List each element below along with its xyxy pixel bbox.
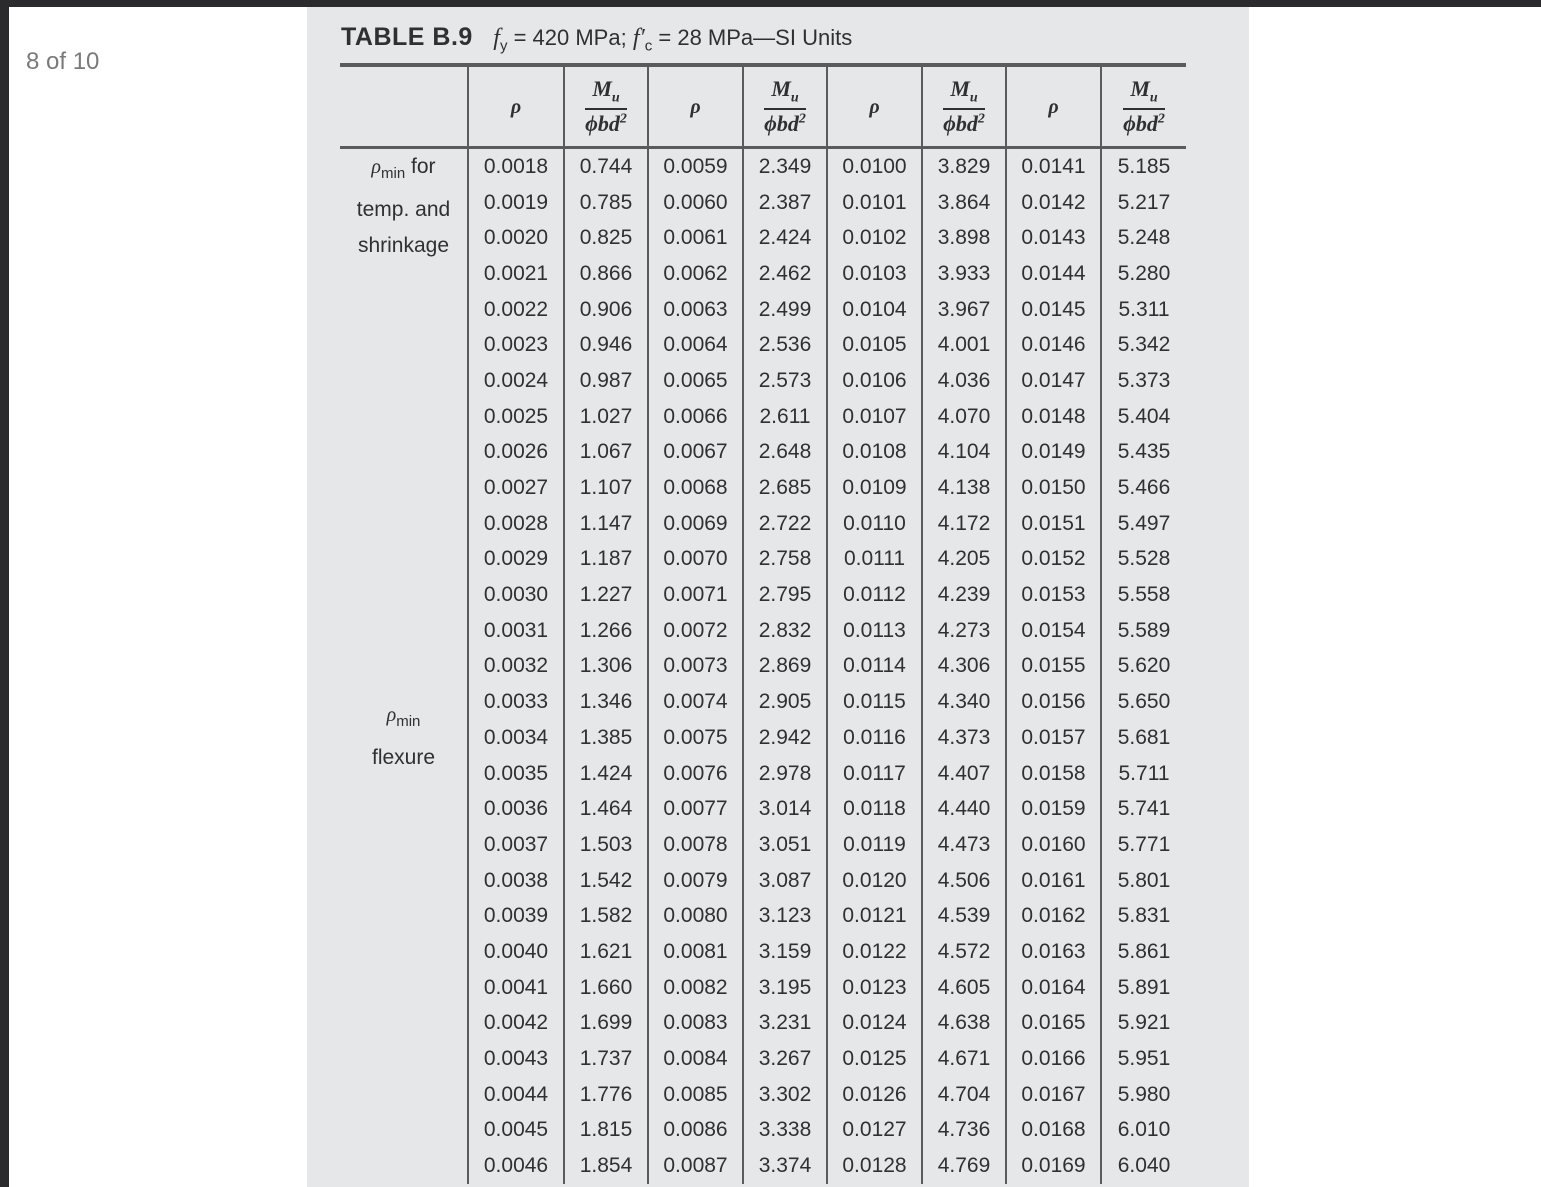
- mu-cell: 5.466: [1101, 470, 1186, 506]
- rho-cell: 0.0146: [1006, 327, 1101, 363]
- rho-cell: 0.0148: [1006, 399, 1101, 435]
- mu-cell: 5.921: [1101, 1006, 1186, 1042]
- rho-cell: 0.0117: [827, 756, 922, 792]
- rho-cell: 0.0068: [648, 470, 743, 506]
- mu-cell: 1.464: [564, 791, 648, 827]
- mu-cell: 1.067: [564, 435, 648, 471]
- rho-cell: 0.0111: [827, 542, 922, 578]
- rho-cell: 0.0150: [1006, 470, 1101, 506]
- mu-cell: 2.349: [743, 148, 827, 185]
- mu-cell: 2.499: [743, 292, 827, 328]
- rho-cell: 0.0122: [827, 934, 922, 970]
- rho-cell: 0.0075: [648, 720, 743, 756]
- rho-cell: 0.0085: [648, 1077, 743, 1113]
- rho-cell: 0.0144: [1006, 256, 1101, 292]
- mu-cell: 4.671: [922, 1041, 1006, 1077]
- rho-cell: 0.0081: [648, 934, 743, 970]
- window-top-bar: [0, 0, 1541, 7]
- rho-cell: 0.0030: [468, 577, 564, 613]
- rho-cell: 0.0036: [468, 791, 564, 827]
- rho-cell: 0.0063: [648, 292, 743, 328]
- mu-cell: 5.558: [1101, 577, 1186, 613]
- mu-cell: 0.946: [564, 327, 648, 363]
- mu-cell: 5.217: [1101, 185, 1186, 221]
- reinforcement-ratio-table: [340, 67, 1186, 1184]
- rho-cell: 0.0067: [648, 435, 743, 471]
- mu-cell: 5.951: [1101, 1041, 1186, 1077]
- mu-cell: 4.239: [922, 577, 1006, 613]
- mu-cell: 5.589: [1101, 613, 1186, 649]
- rho-cell: 0.0031: [468, 613, 564, 649]
- rho-cell: 0.0034: [468, 720, 564, 756]
- mu-cell: 0.785: [564, 185, 648, 221]
- mu-cell: 3.933: [922, 256, 1006, 292]
- mu-cell: 3.338: [743, 1113, 827, 1149]
- mu-cell: 2.978: [743, 756, 827, 792]
- mu-cell: 4.440: [922, 791, 1006, 827]
- mu-cell: 4.473: [922, 827, 1006, 863]
- mu-cell: 3.864: [922, 185, 1006, 221]
- rho-cell: 0.0027: [468, 470, 564, 506]
- rho-cell: 0.0101: [827, 185, 922, 221]
- mu-cell: 4.138: [922, 470, 1006, 506]
- rho-cell: 0.0037: [468, 827, 564, 863]
- temp-shrinkage-label: $\rho_{min}$ for: [371, 155, 436, 182]
- rho-cell: 0.0116: [827, 720, 922, 756]
- mu-cell: 1.542: [564, 863, 648, 899]
- row-label-column: [340, 148, 468, 1184]
- rho-cell: 0.0022: [468, 292, 564, 328]
- rho-cell: 0.0151: [1006, 506, 1101, 542]
- mu-cell: 3.829: [922, 148, 1006, 185]
- temp-label: temp. and: [356, 198, 451, 221]
- rho-cell: 0.0153: [1006, 577, 1101, 613]
- mu-cell: 3.898: [922, 220, 1006, 256]
- rho-cell: 0.0107: [827, 399, 922, 435]
- rho-cell: 0.0078: [648, 827, 743, 863]
- rho-cell: 0.0113: [827, 613, 922, 649]
- mu-cell: 1.621: [564, 934, 648, 970]
- mu-cell: 4.506: [922, 863, 1006, 899]
- mu-cell: 4.172: [922, 506, 1006, 542]
- mu-cell: 5.801: [1101, 863, 1186, 899]
- rho-cell: 0.0108: [827, 435, 922, 471]
- mu-cell: 1.699: [564, 1006, 648, 1042]
- rho-cell: 0.0029: [468, 542, 564, 578]
- table-row: [340, 148, 1186, 185]
- mu-cell: 5.861: [1101, 934, 1186, 970]
- mu-cell: 0.987: [564, 363, 648, 399]
- mu-cell: 4.638: [922, 1006, 1006, 1042]
- document-page: [307, 7, 1249, 1187]
- mu-cell: 5.681: [1101, 720, 1186, 756]
- mu-cell: 4.736: [922, 1113, 1006, 1149]
- fy-sub: y: [499, 37, 508, 55]
- column-header-rho: ρ: [827, 67, 922, 148]
- mu-cell: 1.187: [564, 542, 648, 578]
- rho-cell: 0.0124: [827, 1006, 922, 1042]
- rho-cell: 0.0123: [827, 970, 922, 1006]
- rho-cell: 0.0167: [1006, 1077, 1101, 1113]
- rho-cell: 0.0044: [468, 1077, 564, 1113]
- fc-sub: c: [644, 37, 653, 55]
- mu-cell: 4.605: [922, 970, 1006, 1006]
- mu-cell: 5.771: [1101, 827, 1186, 863]
- mu-cell: 3.231: [743, 1006, 827, 1042]
- mu-cell: 2.722: [743, 506, 827, 542]
- rho-cell: 0.0045: [468, 1113, 564, 1149]
- mu-cell: 5.891: [1101, 970, 1186, 1006]
- mu-cell: 3.374: [743, 1148, 827, 1184]
- mu-cell: 1.582: [564, 898, 648, 934]
- mu-cell: 5.435: [1101, 435, 1186, 471]
- mu-cell: 1.266: [564, 613, 648, 649]
- mu-cell: 2.648: [743, 435, 827, 471]
- rho-cell: 0.0115: [827, 684, 922, 720]
- mu-cell: 4.704: [922, 1077, 1006, 1113]
- rho-cell: 0.0163: [1006, 934, 1101, 970]
- rho-cell: 0.0169: [1006, 1148, 1101, 1184]
- mu-cell: 1.227: [564, 577, 648, 613]
- mu-cell: 1.660: [564, 970, 648, 1006]
- rho-cell: 0.0104: [827, 292, 922, 328]
- rho-cell: 0.0060: [648, 185, 743, 221]
- mu-cell: 4.001: [922, 327, 1006, 363]
- mu-cell: 2.424: [743, 220, 827, 256]
- mu-cell: 5.980: [1101, 1077, 1186, 1113]
- rho-cell: 0.0046: [468, 1148, 564, 1184]
- rho-cell: 0.0118: [827, 791, 922, 827]
- mu-cell: 2.905: [743, 684, 827, 720]
- rho-cell: 0.0070: [648, 542, 743, 578]
- rho-cell: 0.0106: [827, 363, 922, 399]
- mu-cell: 2.832: [743, 613, 827, 649]
- rho-cell: 0.0168: [1006, 1113, 1101, 1149]
- rho-cell: 0.0119: [827, 827, 922, 863]
- mu-cell: 5.620: [1101, 649, 1186, 685]
- mu-cell: 1.385: [564, 720, 648, 756]
- rho-cell: 0.0126: [827, 1077, 922, 1113]
- mu-cell: 1.815: [564, 1113, 648, 1149]
- rho-cell: 0.0041: [468, 970, 564, 1006]
- mu-cell: 5.497: [1101, 506, 1186, 542]
- rho-cell: 0.0102: [827, 220, 922, 256]
- rho-cell: 0.0043: [468, 1041, 564, 1077]
- mu-cell: 2.536: [743, 327, 827, 363]
- mu-cell: 2.942: [743, 720, 827, 756]
- rho-cell: 0.0066: [648, 399, 743, 435]
- header-row: [340, 67, 1186, 148]
- mu-cell: 5.831: [1101, 898, 1186, 934]
- rho-cell: 0.0141: [1006, 148, 1101, 185]
- mu-cell: 1.854: [564, 1148, 648, 1184]
- rho-cell: 0.0023: [468, 327, 564, 363]
- mu-cell: 4.539: [922, 898, 1006, 934]
- rho-cell: 0.0019: [468, 185, 564, 221]
- rho-cell: 0.0114: [827, 649, 922, 685]
- shrinkage-label: shrinkage: [357, 234, 450, 257]
- rho-cell: 0.0159: [1006, 791, 1101, 827]
- rho-cell: 0.0142: [1006, 185, 1101, 221]
- mu-cell: 5.185: [1101, 148, 1186, 185]
- rho-cell: 0.0071: [648, 577, 743, 613]
- rho-cell: 0.0082: [648, 970, 743, 1006]
- mu-cell: 6.010: [1101, 1113, 1186, 1149]
- mu-cell: 4.273: [922, 613, 1006, 649]
- column-header-rho: ρ: [1006, 67, 1101, 148]
- rho-cell: 0.0042: [468, 1006, 564, 1042]
- mu-cell: 2.573: [743, 363, 827, 399]
- page-counter: 8 of 10: [9, 43, 109, 81]
- mu-cell: 4.306: [922, 649, 1006, 685]
- rho-cell: 0.0039: [468, 898, 564, 934]
- rho-cell: 0.0165: [1006, 1006, 1101, 1042]
- mu-cell: 5.711: [1101, 756, 1186, 792]
- mu-cell: 1.737: [564, 1041, 648, 1077]
- column-header-mu-over-phibd2: $\frac{M_u}{\phi bd^2}$: [922, 67, 1006, 148]
- mu-cell: 2.869: [743, 649, 827, 685]
- mu-cell: 5.373: [1101, 363, 1186, 399]
- rho-cell: 0.0077: [648, 791, 743, 827]
- rho-cell: 0.0040: [468, 934, 564, 970]
- rho-cell: 0.0076: [648, 756, 743, 792]
- mu-cell: 5.342: [1101, 327, 1186, 363]
- rho-cell: 0.0084: [648, 1041, 743, 1077]
- mu-cell: 5.650: [1101, 684, 1186, 720]
- rho-cell: 0.0021: [468, 256, 564, 292]
- mu-cell: 2.462: [743, 256, 827, 292]
- rho-cell: 0.0032: [468, 649, 564, 685]
- mu-cell: 5.280: [1101, 256, 1186, 292]
- mu-cell: 5.404: [1101, 399, 1186, 435]
- rho-cell: 0.0109: [827, 470, 922, 506]
- fc-value: = 28 MPa—SI Units: [658, 25, 853, 50]
- rho-cell: 0.0157: [1006, 720, 1101, 756]
- table-subtitle: [493, 25, 853, 55]
- mu-cell: 4.036: [922, 363, 1006, 399]
- mu-cell: 4.104: [922, 435, 1006, 471]
- rho-cell: 0.0024: [468, 363, 564, 399]
- rho-cell: 0.0059: [648, 148, 743, 185]
- mu-cell: 5.741: [1101, 791, 1186, 827]
- mu-cell: 1.424: [564, 756, 648, 792]
- fy-value: = 420 MPa;: [513, 25, 627, 50]
- mu-cell: 0.744: [564, 148, 648, 185]
- rho-cell: 0.0121: [827, 898, 922, 934]
- mu-cell: 2.685: [743, 470, 827, 506]
- mu-cell: 1.147: [564, 506, 648, 542]
- rho-cell: 0.0145: [1006, 292, 1101, 328]
- mu-cell: 5.528: [1101, 542, 1186, 578]
- mu-cell: 3.014: [743, 791, 827, 827]
- fc-symbol: f′: [632, 25, 645, 51]
- rho-cell: 0.0064: [648, 327, 743, 363]
- mu-cell: 1.776: [564, 1077, 648, 1113]
- rho-cell: 0.0072: [648, 613, 743, 649]
- table-label: TABLE B.9: [341, 23, 473, 51]
- table-body: [340, 148, 1186, 1184]
- mu-cell: 4.205: [922, 542, 1006, 578]
- mu-cell: 2.387: [743, 185, 827, 221]
- flexure-min-label: $\rho_{min}$: [386, 704, 421, 730]
- column-header-mu-over-phibd2: $\frac{M_u}{\phi bd^2}$: [564, 67, 648, 148]
- fy-symbol: f: [493, 25, 500, 51]
- rho-cell: 0.0112: [827, 577, 922, 613]
- rho-cell: 0.0125: [827, 1041, 922, 1077]
- rho-cell: 0.0080: [648, 898, 743, 934]
- mu-cell: 0.825: [564, 220, 648, 256]
- mu-cell: 3.267: [743, 1041, 827, 1077]
- mu-cell: 4.070: [922, 399, 1006, 435]
- mu-cell: 1.107: [564, 470, 648, 506]
- rho-cell: 0.0120: [827, 863, 922, 899]
- mu-cell: 2.611: [743, 399, 827, 435]
- mu-cell: 6.040: [1101, 1148, 1186, 1184]
- mu-cell: 2.758: [743, 542, 827, 578]
- mu-cell: 4.407: [922, 756, 1006, 792]
- column-header-mu-over-phibd2: $\frac{M_u}{\phi bd^2}$: [743, 67, 827, 148]
- mu-cell: 1.027: [564, 399, 648, 435]
- mu-cell: 4.373: [922, 720, 1006, 756]
- rho-cell: 0.0166: [1006, 1041, 1101, 1077]
- rho-cell: 0.0087: [648, 1148, 743, 1184]
- mu-cell: 5.311: [1101, 292, 1186, 328]
- rho-cell: 0.0069: [648, 506, 743, 542]
- mu-cell: 0.866: [564, 256, 648, 292]
- mu-cell: 3.087: [743, 863, 827, 899]
- rho-cell: 0.0033: [468, 684, 564, 720]
- mu-cell: 4.769: [922, 1148, 1006, 1184]
- rho-cell: 0.0149: [1006, 435, 1101, 471]
- rho-cell: 0.0062: [648, 256, 743, 292]
- rho-cell: 0.0100: [827, 148, 922, 185]
- rho-cell: 0.0025: [468, 399, 564, 435]
- flexure-label: flexure: [371, 746, 436, 769]
- rho-cell: 0.0079: [648, 863, 743, 899]
- header-blank: [340, 67, 468, 148]
- rho-cell: 0.0105: [827, 327, 922, 363]
- rho-cell: 0.0065: [648, 363, 743, 399]
- column-header-mu-over-phibd2: $\frac{M_u}{\phi bd^2}$: [1101, 67, 1186, 148]
- mu-cell: 0.906: [564, 292, 648, 328]
- rho-cell: 0.0110: [827, 506, 922, 542]
- rho-cell: 0.0028: [468, 506, 564, 542]
- rho-cell: 0.0162: [1006, 898, 1101, 934]
- rho-cell: 0.0156: [1006, 684, 1101, 720]
- rho-cell: 0.0061: [648, 220, 743, 256]
- column-header-rho: ρ: [648, 67, 743, 148]
- rho-cell: 0.0086: [648, 1113, 743, 1149]
- rho-cell: 0.0160: [1006, 827, 1101, 863]
- mu-cell: 3.302: [743, 1077, 827, 1113]
- mu-cell: 4.340: [922, 684, 1006, 720]
- rho-cell: 0.0127: [827, 1113, 922, 1149]
- rho-cell: 0.0038: [468, 863, 564, 899]
- rho-cell: 0.0152: [1006, 542, 1101, 578]
- rho-cell: 0.0143: [1006, 220, 1101, 256]
- table-title: [341, 17, 852, 57]
- mu-cell: 1.503: [564, 827, 648, 863]
- rho-cell: 0.0158: [1006, 756, 1101, 792]
- rho-cell: 0.0035: [468, 756, 564, 792]
- rho-cell: 0.0155: [1006, 649, 1101, 685]
- mu-cell: 5.248: [1101, 220, 1186, 256]
- rho-cell: 0.0073: [648, 649, 743, 685]
- column-header-rho: ρ: [468, 67, 564, 148]
- rho-cell: 0.0161: [1006, 863, 1101, 899]
- rho-cell: 0.0128: [827, 1148, 922, 1184]
- mu-cell: 3.123: [743, 898, 827, 934]
- rho-cell: 0.0083: [648, 1006, 743, 1042]
- rho-cell: 0.0026: [468, 435, 564, 471]
- rho-cell: 0.0154: [1006, 613, 1101, 649]
- rho-cell: 0.0074: [648, 684, 743, 720]
- mu-cell: 3.159: [743, 934, 827, 970]
- mu-cell: 2.795: [743, 577, 827, 613]
- mu-cell: 4.572: [922, 934, 1006, 970]
- mu-cell: 3.967: [922, 292, 1006, 328]
- mu-cell: 3.051: [743, 827, 827, 863]
- rho-cell: 0.0103: [827, 256, 922, 292]
- mu-cell: 1.306: [564, 649, 648, 685]
- rho-cell: 0.0018: [468, 148, 564, 185]
- mu-cell: 3.195: [743, 970, 827, 1006]
- rho-cell: 0.0164: [1006, 970, 1101, 1006]
- mu-cell: 1.346: [564, 684, 648, 720]
- rho-cell: 0.0020: [468, 220, 564, 256]
- rho-cell: 0.0147: [1006, 363, 1101, 399]
